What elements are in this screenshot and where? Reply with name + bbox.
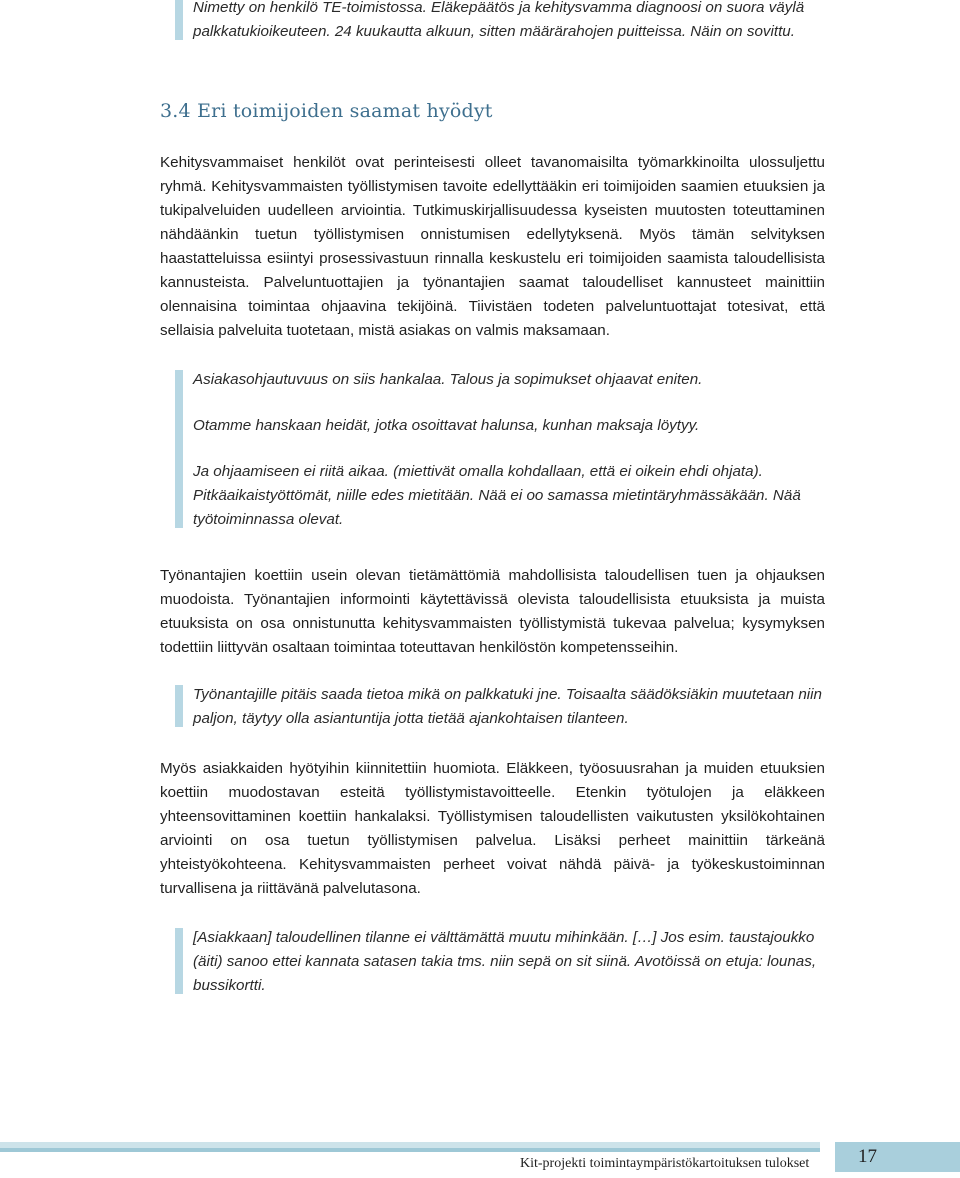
section-number: 3.4 [160, 100, 191, 122]
body-paragraph: Kehitysvammaiset henkilöt ovat perinteisesti olleet tavanomaisilta työmarkkinoilta ulossuljettu ryhmä. Kehitysvammaisten työllistymisen tavoite edellyttääkin eri toimijoiden saamien etuuksien ja tukipalveluiden uudelleen arviointia. Tutkimuskirjallisuudessa kyseisten muutosten toteuttaminen nähdäänkin tuetun työllistymisen onnistumisen edellytyksenä. Myös tämän selvityksen haastatteluissa esiintyi prosessivastuun rinnalla keskustelu eri toimijoiden saamista taloudellisista kannusteista. Palveluntuottajien ja työnantajien saamat taloudelliset kannusteet mainittiin olennaisina toimintaa ohjaavina tekijöinä. Tiivistäen todeten palveluntuottajat totesivat, että sellaisia palveluita tuotetaan, mistä asiakas on valmis maksamaan. [160, 154, 825, 339]
quote-text: Asiakasohjautuvuus on siis hankalaa. Talous ja sopimukset ohjaavat eniten. [193, 371, 703, 388]
body-paragraph: Työnantajien koettiin usein olevan tietämättömiä mahdollisista taloudellisen tuen ja ohjauksen muodoista. Työnantajien informointi käytettävissä olevista taloudellisista etuuksista ja muista etuuksista on osa onnistunutta kehitysvammaisten työllistymistä tukevaa palvelua; kysymyksen todettiin liittyvän osaltaan toimintaa toteuttavan henkilöstön kompetensseihin. [160, 567, 825, 656]
quote-text: [Asiakkaan] taloudellinen tilanne ei välttämättä muutu mihinkään. […] Jos esim. taustajoukko (äiti) sanoo ettei kannata satasen takia tms. niin sepä on sit siinä. Avotöissä on etuja: lounas, bussikortti. [193, 929, 817, 994]
quote-bar [175, 370, 183, 528]
quote-bar [175, 0, 183, 40]
quote-block [175, 926, 823, 998]
footer-rule-dark [0, 1148, 820, 1152]
quote-block [175, 368, 823, 532]
quote-text: Työnantajille pitäis saada tietoa mikä on palkkatuki jne. Toisaalta säädöksiäkin muutetaan niin paljon, täytyy olla asiantuntija jotta tietää ajankohtaisen tilanteen. [193, 686, 822, 727]
quote-text: Otamme hanskaan heidät, jotka osoittavat halunsa, kunhan maksaja löytyy. [193, 417, 700, 434]
footer-title: Kit-projekti toimintaympäristökartoituksen tulokset [520, 1156, 810, 1171]
quote-line: Nimetty on henkilö TE-toimistossa. Eläkepäätös ja kehitysvamma diagnoosi on suora väylä [193, 0, 805, 16]
body-paragraph: Myös asiakkaiden hyötyihin kiinnitettiin huomiota. Eläkkeen, työosuusrahan ja muiden etuuksien koettiin muodostavan esteitä työllistymistavoitteelle. Etenkin työtulojen ja eläkkeen yhteensovittaminen koettiin hankalaksi. Työllistymisen taloudellisten vaikutusten yksilökohtainen arviointi on osa tuetun työllistymisen palvelua. Lisäksi perheet mainittiin tärkeänä yhteistyökohteena. Kehitysvammaisten perheet voivat nähdä päivä- ja työkeskustoiminnan turvallisena ja riittävänä palvelutasona. [160, 760, 825, 897]
section-title: Eri toimijoiden saamat hyödyt [197, 100, 493, 122]
page-number: 17 [858, 1146, 877, 1167]
quote-top [175, 0, 853, 44]
quote-block [175, 683, 823, 731]
quote-text: Ja ohjaamiseen ei riitä aikaa. (miettivät omalla kohdallaan, että ei oikein ehdi ohjata). Pitkäaikaistyöttömät, niille edes mietitään. Nää ei oo samassa mietintäryhmässäkään. Nää työtoiminnassa olevat. [193, 463, 801, 528]
quote-line: palkkatukioikeuteen. 24 kuukautta alkuun, sitten määrärahojen puitteissa. Näin on sovittu. [193, 23, 795, 40]
quote-bar [175, 928, 183, 994]
page-number-tab [835, 1142, 960, 1172]
section-heading [160, 100, 493, 122]
quote-bar [175, 685, 183, 727]
